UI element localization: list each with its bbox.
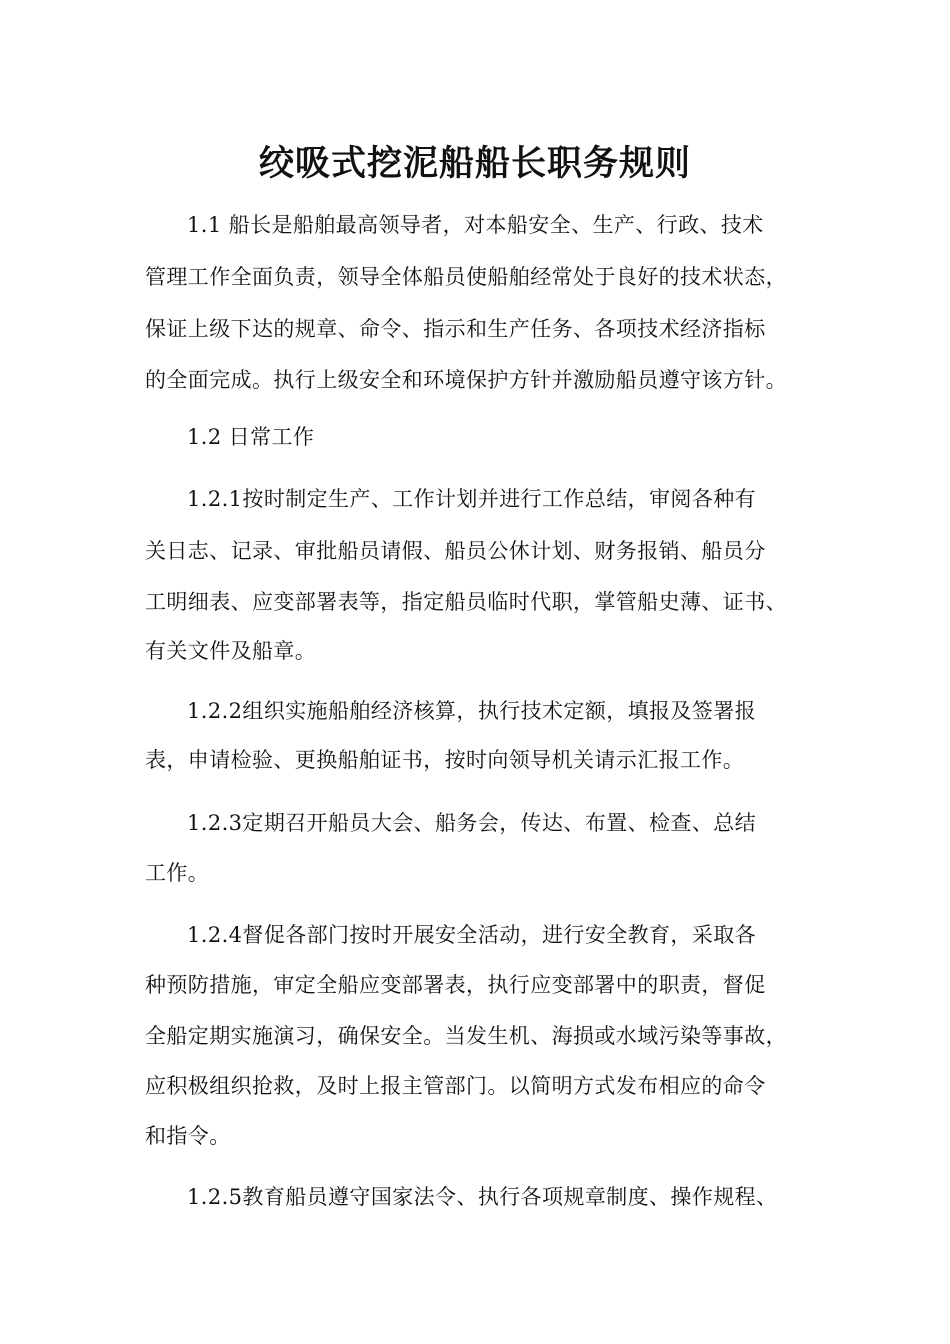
paragraph-1-2-1-line-3: 工明细表、应变部署表等，指定船员临时代职，掌管船史薄、证书、 xyxy=(145,590,787,614)
paragraph-1-1-line-3: 保证上级下达的规章、命令、指示和生产任务、各项技术经济指标 xyxy=(145,317,766,341)
paragraph-1-2-2-line-1: 1.2.2组织实施船舶经济核算，执行技术定额，填报及签署报 xyxy=(187,699,757,723)
paragraph-1-2-3-line-2: 工作。 xyxy=(145,861,210,885)
paragraph-1-1-line-2: 管理工作全面负责，领导全体船员使船舶经常处于良好的技术状态， xyxy=(145,265,787,289)
paragraph-1-2-4-line-4: 应积极组织抢救，及时上报主管部门。以简明方式发布相应的命令 xyxy=(145,1074,766,1098)
paragraph-1-2-5-line-1: 1.2.5教育船员遵守国家法令、执行各项规章制度、操作规程、 xyxy=(187,1185,778,1209)
paragraph-1-2-2-line-2: 表，申请检验、更换船舶证书，按时向领导机关请示汇报工作。 xyxy=(145,748,745,772)
paragraph-1-1-line-1: 1.1 船长是船舶最高领导者，对本船安全、生产、行政、技术 xyxy=(187,213,764,237)
paragraph-1-2-4-line-5: 和指令。 xyxy=(145,1124,231,1148)
paragraph-1-2-4-line-2: 种预防措施，审定全船应变部署表，执行应变部署中的职责，督促 xyxy=(145,973,766,997)
paragraph-1-1-line-4: 的全面完成。执行上级安全和环境保护方针并激励船员遵守该方针。 xyxy=(145,368,787,392)
paragraph-1-2-1-line-2: 关日志、记录、审批船员请假、船员公休计划、财务报销、船员分 xyxy=(145,539,766,563)
paragraph-1-2-1-line-4: 有关文件及船章。 xyxy=(145,639,317,663)
page-title: 绞吸式挖泥船船长职务规则 xyxy=(258,143,691,184)
paragraph-1-2-3-line-1: 1.2.3定期召开船员大会、船务会，传达、布置、检查、总结 xyxy=(187,811,757,835)
paragraph-1-2-4-line-3: 全船定期实施演习，确保安全。当发生机、海损或水域污染等事故， xyxy=(145,1024,787,1048)
section-heading-1-2: 1.2 日常工作 xyxy=(187,425,315,449)
paragraph-1-2-1-line-1: 1.2.1按时制定生产、工作计划并进行工作总结，审阅各种有 xyxy=(187,487,757,511)
paragraph-1-2-4-line-1: 1.2.4督促各部门按时开展安全活动，进行安全教育，采取各 xyxy=(187,923,757,947)
